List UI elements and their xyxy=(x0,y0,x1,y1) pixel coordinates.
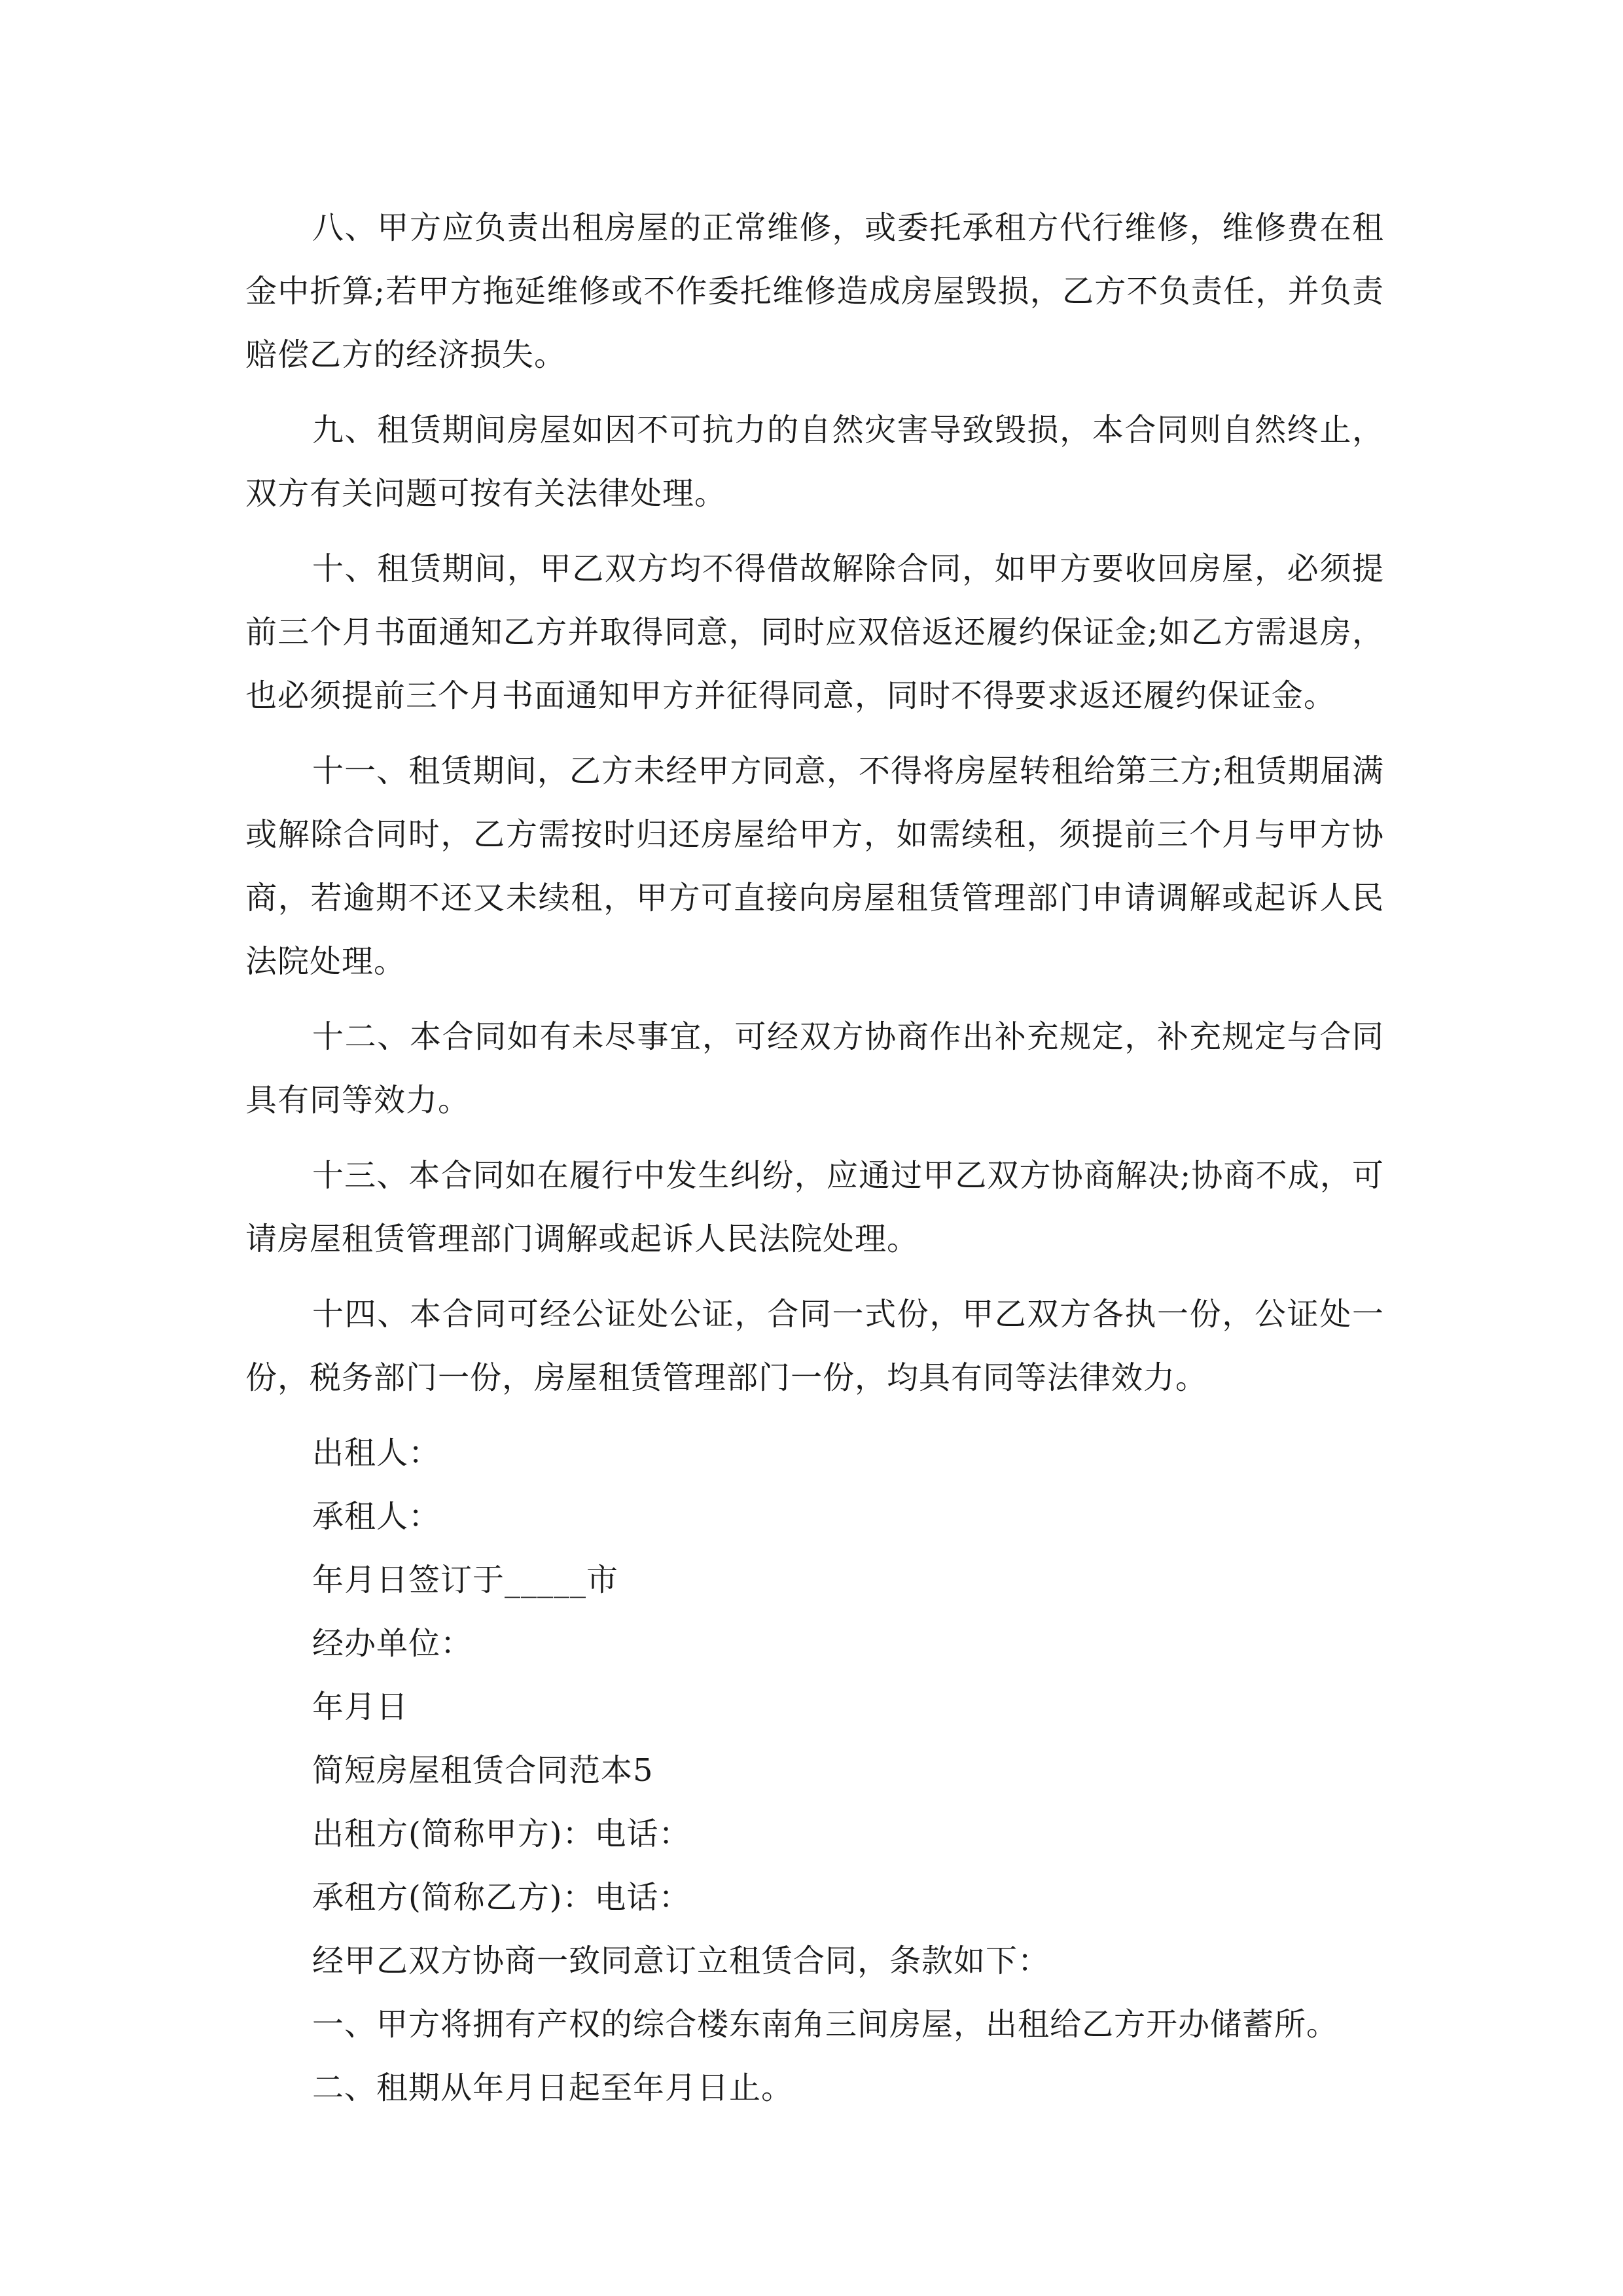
template-title: 简短房屋租赁合同范本5 xyxy=(312,1752,654,1789)
clause-11: 十一、租赁期间，乙方未经甲方同意，不得将房屋转租给第三方;租赁期届满或解除合同时，乙方需按时归还房屋给甲方，如需续租，须提前三个月与甲方协商，若逾期不还又未续租，甲方可直接向房屋租赁管理部门申请调解或起诉人民法院处理。 xyxy=(245,753,1384,980)
document-body xyxy=(245,196,1384,2120)
clause-2: 二、租期从年月日起至年月日止。 xyxy=(312,2070,794,2106)
clause-10: 十、租赁期间，甲乙双方均不得借故解除合同，如甲方要收回房屋，必须提前三个月书面通知乙方并取得同意，同时应双倍返还履约保证金;如乙方需退房，也必须提前三个月书面通知甲方并征得同意，同时不得要求返还履约保证金。 xyxy=(245,550,1384,714)
clause-8: 八、甲方应负责出租房屋的正常维修，或委托承租方代行维修，维修费在租金中折算;若甲方拖延维修或不作委托维修造成房屋毁损，乙方不负责任，并负责赔偿乙方的经济损失。 xyxy=(245,209,1384,373)
lessee-signature-line: 承租人： xyxy=(312,1498,441,1535)
party-b-line: 承租方(简称乙方)：电话： xyxy=(312,1879,691,1916)
clause-1: 一、甲方将拥有产权的综合楼东南角三间房屋，出租给乙方开办储蓄所。 xyxy=(312,2006,1339,2043)
clause-13: 十三、本合同如在履行中发生纠纷，应通过甲乙双方协商解决;协商不成，可请房屋租赁管理部门调解或起诉人民法院处理。 xyxy=(245,1157,1384,1257)
handling-unit-line: 经办单位： xyxy=(312,1625,473,1662)
agreement-intro: 经甲乙双方协商一致同意订立租赁合同，条款如下： xyxy=(312,1943,1050,1979)
clause-12: 十二、本合同如有未尽事宜，可经双方协商作出补充规定，补充规定与合同具有同等效力。 xyxy=(245,1018,1384,1119)
party-a-line: 出租方(简称甲方)：电话： xyxy=(312,1816,691,1852)
lessor-signature-line: 出租人： xyxy=(312,1435,441,1471)
signing-date-place-line: 年月日签订于_____市 xyxy=(312,1562,619,1598)
clause-9: 九、租赁期间房屋如因不可抗力的自然灾害导致毁损，本合同则自然终止，双方有关问题可按有关法律处理。 xyxy=(245,412,1384,512)
clause-14: 十四、本合同可经公证处公证，合同一式份，甲乙双方各执一份，公证处一份，税务部门一份，房屋租赁管理部门一份，均具有同等法律效力。 xyxy=(245,1296,1384,1396)
date-line: 年月日 xyxy=(312,1689,409,1725)
